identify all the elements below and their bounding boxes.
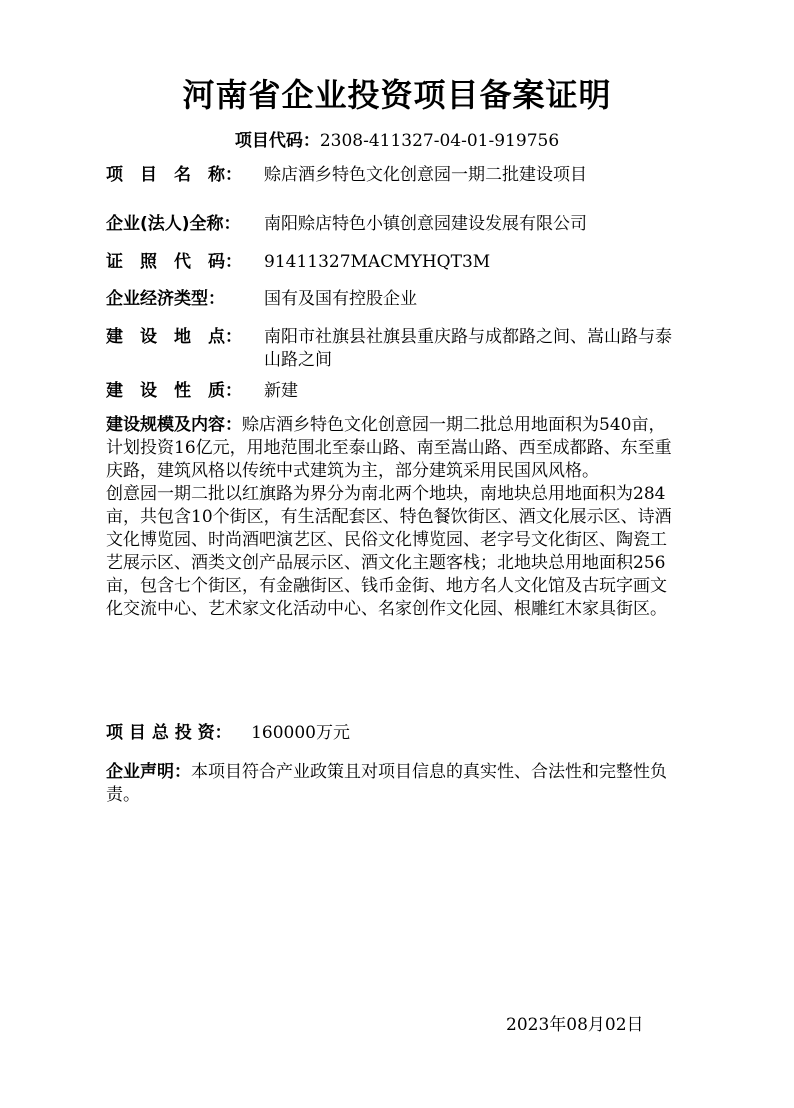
total-investment-value: 160000万元 [251, 723, 350, 743]
field-label: 项 目 名 称： [106, 165, 242, 185]
construction-scale-text-2: 创意园一期二批以红旗路为界分为南北两个地块，南地块总用地面积为284亩，共包含10个街区，有生活配套区、特色餐饮街区、酒文化展示区、诗酒文化博览园、时尚酒吧演艺区、民俗文化博览园、老字号文化街区、陶瓷工艺展示区、酒类文创产品展示区、酒文化主题客栈；北地块总用地面积256亩，包含七个街区，有金融街区、钱币金街、地方名人文化馆及古玩字画文化交流中心、艺术家文化活动中心、名家创作文化园、根雕红木家具街区。 [106, 484, 672, 619]
field-value: 赊店酒乡特色文化创意园一期二批建设项目 [264, 165, 587, 185]
field-label: 证 照 代 码： [106, 252, 242, 272]
project-code-value: 2308-411327-04-01-919756 [319, 131, 560, 151]
field-construction-site [106, 326, 676, 372]
field-label: 建 设 地 点： [106, 327, 242, 347]
field-construction-nature [106, 380, 696, 403]
field-enterprise-name [106, 213, 696, 236]
field-project-name [106, 164, 696, 187]
document-title: 河南省企业投资项目备案证明 [182, 76, 612, 114]
field-economic-type [106, 288, 696, 311]
issue-date: 2023年08月02日 [506, 1015, 644, 1035]
field-value: 国有及国有控股企业 [264, 289, 417, 309]
field-value: 南阳市社旗县社旗县重庆路与成都路之间、嵩山路与泰山路之间 [264, 327, 672, 370]
field-label: 企业经济类型： [106, 289, 225, 309]
field-value: 91411327MACMYHQT3M [264, 252, 491, 272]
field-value: 新建 [264, 381, 298, 401]
field-label: 企业(法人)全称： [106, 214, 241, 234]
total-investment [106, 722, 696, 745]
construction-scale-label: 建设规模及内容： [106, 415, 242, 435]
construction-scale [106, 414, 680, 621]
field-value: 南阳赊店特色小镇创意园建设发展有限公司 [264, 214, 587, 234]
field-label: 建 设 性 质： [106, 381, 242, 401]
project-code-label: 项目代码： [234, 131, 320, 151]
statement-text: 本项目符合产业政策且对项目信息的真实性、合法性和完整性负责。 [106, 762, 667, 805]
project-code [0, 126, 794, 151]
field-license-code [106, 251, 696, 274]
enterprise-statement [106, 761, 691, 807]
construction-scale-text-1: 赊店酒乡特色文化创意园一期二批总用地面积为540亩，计划投资16亿元，用地范围北至泰山路、南至嵩山路、西至成都路、东至重庆路，建筑风格以传统中式建筑为主，部分建筑采用民国风风格。 [106, 415, 672, 481]
total-investment-label: 项 目 总 投 资： [106, 723, 232, 743]
statement-label: 企业声明： [106, 762, 191, 782]
